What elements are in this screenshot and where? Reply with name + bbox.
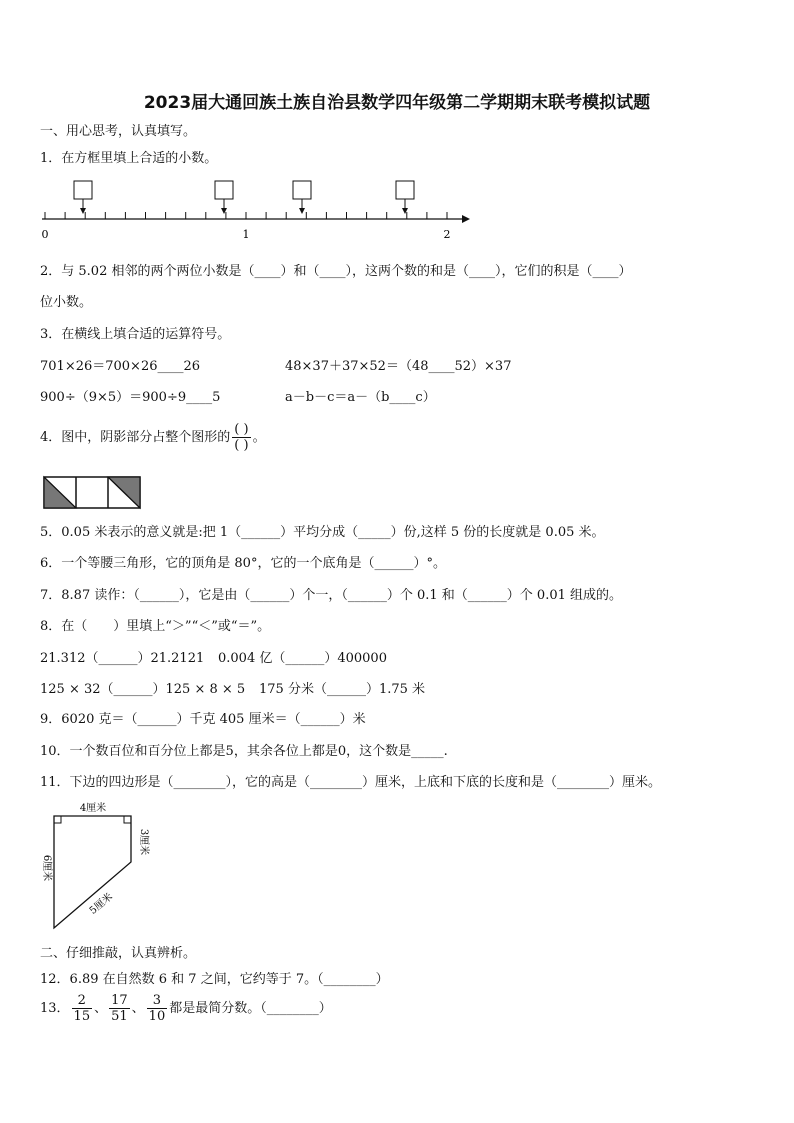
question-2-cont: 位小数。 bbox=[40, 295, 93, 310]
question-3-item-2: 48×37＋37×52＝（48____52）×37 bbox=[285, 359, 512, 374]
question-13-tail: 都是最简分数。（________） bbox=[169, 1001, 332, 1016]
fraction-3-denominator: 10 bbox=[148, 1009, 166, 1024]
section-1-heading: 一、用心思考，认真填写。 bbox=[40, 124, 197, 139]
question-11: 11．下边的四边形是（________），它的高是（________）厘米，上底和下底的长度和是（________）厘米。 bbox=[40, 775, 662, 790]
slant-side-label: 5厘米 bbox=[87, 891, 116, 917]
page-title: 2023届大通回族土族自治县数学四年级第二学期期末联考模拟试题 bbox=[143, 93, 651, 113]
fraction-3 bbox=[147, 993, 168, 1024]
question-3: 3．在横线上填合适的运算符号。 bbox=[40, 327, 231, 342]
separator-2: 、 bbox=[131, 1001, 145, 1016]
question-8: 8．在（ ）里填上“＞”“＜”或“＝”。 bbox=[40, 619, 271, 634]
question-7: 7．8.87 读作：（______），它是由（______）个一，（______）个 0.1 和（______）个 0.01 组成的。 bbox=[40, 588, 622, 603]
question-10: 10．一个数百位和百分位上都是5，其余各位上都是0，这个数是_____. bbox=[40, 744, 448, 759]
question-13 bbox=[40, 993, 332, 1024]
question-12: 12．6.89 在自然数 6 和 7 之间，它约等于 7。（________） bbox=[40, 972, 389, 987]
question-13-number: 13． bbox=[40, 1001, 70, 1016]
fraction-2-numerator: 17 bbox=[111, 993, 128, 1008]
fraction-3-numerator: 3 bbox=[147, 993, 168, 1009]
question-8-item-2: 0.004 亿（______）400000 bbox=[218, 651, 387, 666]
question-4-end: 。 bbox=[252, 430, 266, 445]
section-2-heading: 二、仔细推敲，认真辨析。 bbox=[40, 946, 197, 961]
fraction-2 bbox=[109, 993, 130, 1024]
question-8-item-3: 125 × 32（______）125 × 8 × 5 bbox=[40, 682, 246, 697]
question-8-item-4: 175 分米（______）1.75 米 bbox=[259, 682, 426, 697]
question-1: 1．在方框里填上合适的小数。 bbox=[40, 151, 218, 166]
question-2: 2．与 5.02 相邻的两个两位小数是（____）和（____），这两个数的和是（____），它们的积是（____） bbox=[40, 264, 632, 279]
fraction-denominator: ( ) bbox=[234, 438, 249, 453]
top-side-label: 4厘米 bbox=[79, 803, 107, 814]
question-8-item-1: 21.312（______）21.2121 bbox=[40, 651, 205, 666]
fraction-2-denominator: 51 bbox=[111, 1009, 128, 1024]
fraction-1 bbox=[72, 993, 93, 1024]
fraction-numerator: ( ) bbox=[234, 422, 249, 437]
fraction-1-denominator: 15 bbox=[73, 1009, 91, 1024]
question-3-item-3: 900÷（9×5）＝900÷9____5 bbox=[40, 390, 221, 405]
number-line-label-0: 0 bbox=[41, 228, 49, 241]
question-4-text: 4．图中，阴影部分占整个图形的 bbox=[40, 430, 231, 445]
separator-1: 、 bbox=[94, 1001, 108, 1016]
question-3-item-4: a－b－c＝a－（b____c） bbox=[285, 390, 436, 405]
question-3-item-1: 701×26＝700×26____26 bbox=[40, 359, 201, 374]
number-line-label-1: 1 bbox=[242, 228, 250, 241]
question-6: 6．一个等腰三角形，它的顶角是 80°，它的一个底角是（______）°。 bbox=[40, 556, 446, 571]
question-5: 5．0.05 米表示的意义就是:把 1（______）平均分成（_____）份,这样 5 份的长度就是 0.05 米。 bbox=[40, 525, 605, 540]
question-9: 9．6020 克＝（______）千克 405 厘米＝（______）米 bbox=[40, 712, 366, 727]
fraction-1-numerator: 2 bbox=[72, 993, 93, 1009]
right-side-label: 3厘米 bbox=[138, 828, 149, 856]
left-side-label: 6厘米 bbox=[41, 854, 52, 882]
number-line-label-2: 2 bbox=[443, 228, 451, 241]
